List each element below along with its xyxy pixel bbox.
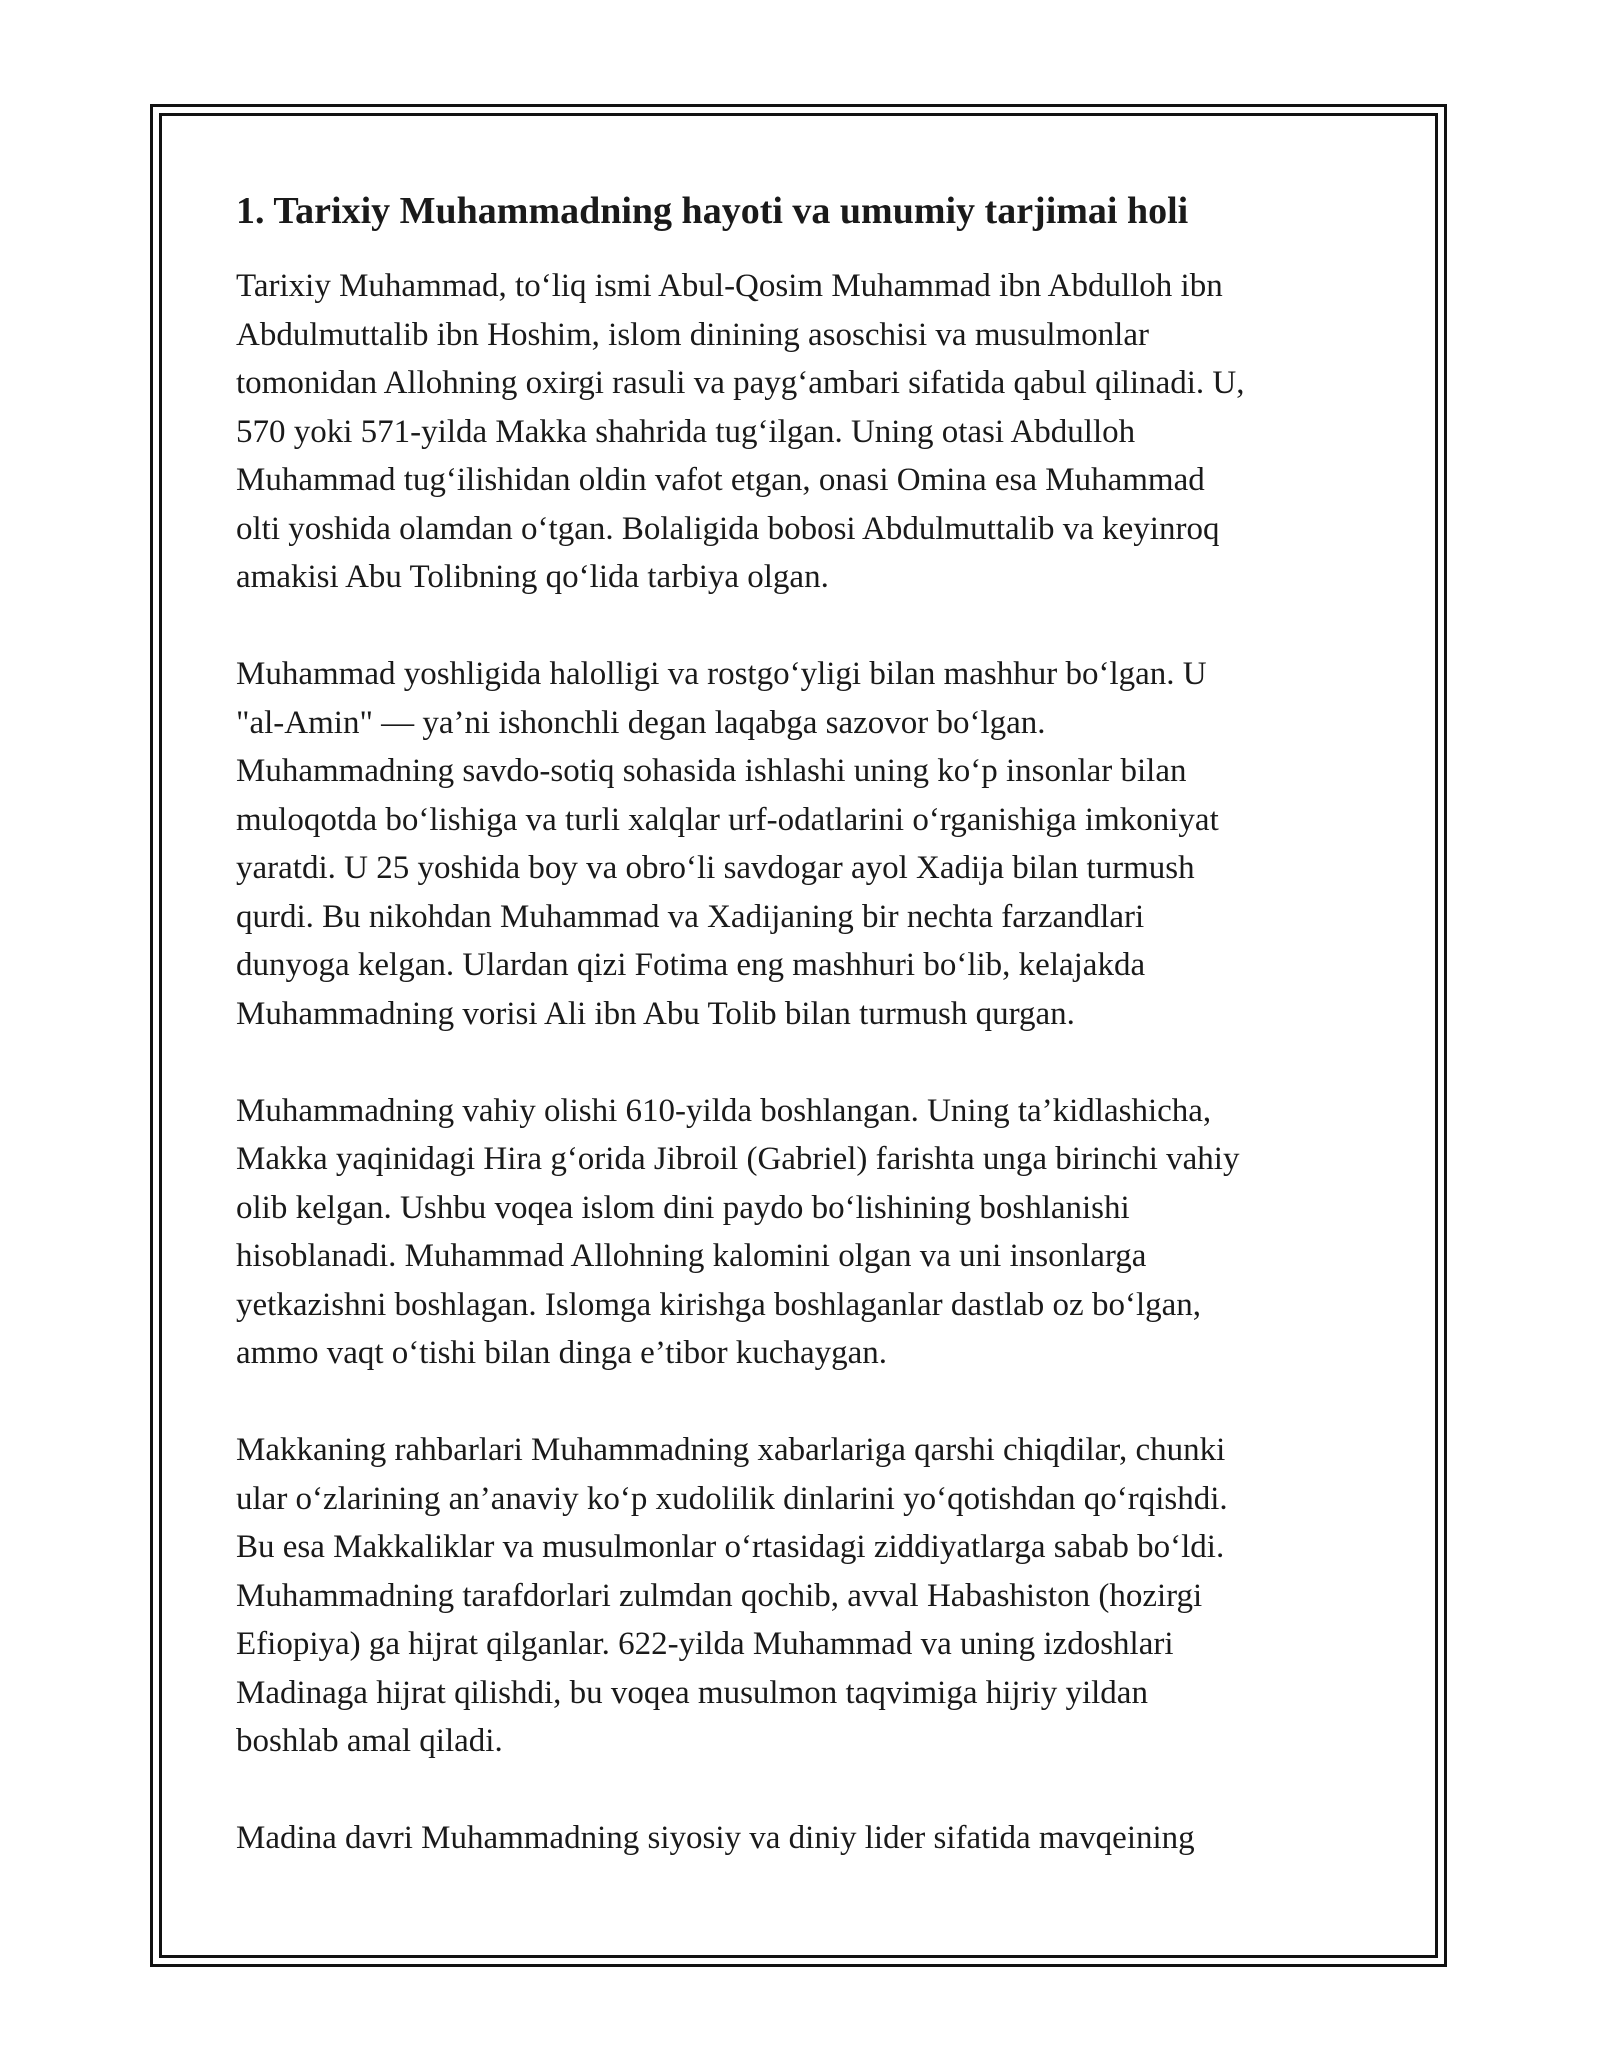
paragraph-line: olti yoshida olamdan o‘tgan. Bolaligida bobosi Abdulmuttalib va keyinroq <box>236 510 1220 547</box>
paragraph-line: Muhammadning vahiy olishi 610-yilda boshlangan. Uning ta’kidlashicha, <box>236 1092 1212 1129</box>
paragraph-line: "al-Amin" — ya’ni ishonchli degan laqabga sazovor bo‘lgan. <box>236 704 1046 741</box>
paragraph <box>236 1426 1366 1766</box>
paragraph <box>236 1814 1366 1863</box>
paragraph-line: Abdulmuttalib ibn Hoshim, islom dinining asoschisi va musulmonlar <box>236 316 1149 353</box>
paragraph-line: Muhammadning tarafdorlari zulmdan qochib, avval Habashiston (hozirgi <box>236 1577 1203 1614</box>
paragraph-line: Makkaning rahbarlari Muhammadning xabarlariga qarshi chiqdilar, chunki <box>236 1432 1226 1468</box>
paragraph-line: dunyoga kelgan. Ulardan qizi Fotima eng mashhuri bo‘lib, kelajakda <box>236 947 1146 983</box>
document-body <box>236 188 1366 1911</box>
paragraph-line: Bu esa Makkaliklar va musulmonlar o‘rtasidagi ziddiyatlarga sabab bo‘ldi. <box>236 1529 1225 1565</box>
paragraph-line: Muhammadning savdo-sotiq sohasida ishlashi uning ko‘p insonlar bilan <box>236 753 1187 789</box>
paragraph-line: Muhammad tug‘ilishidan oldin vafot etgan, onasi Omina esa Muhammad <box>236 462 1205 498</box>
paragraph-line: amakisi Abu Tolibning qo‘lida tarbiya olgan. <box>236 559 829 595</box>
paragraph-line: yaratdi. U 25 yoshida boy va obro‘li savdogar ayol Xadija bilan turmush <box>236 850 1195 886</box>
paragraph <box>236 1087 1366 1378</box>
paragraph-line: olib kelgan. Ushbu voqea islom dini paydo bo‘lishining boshlanishi <box>236 1189 1130 1226</box>
paragraph-line: tomonidan Allohning oxirgi rasuli va payg‘ambari sifatida qabul qilinadi. U, <box>236 365 1245 401</box>
paragraph-line: yetkazishni boshlagan. Islomga kirishga boshlaganlar dastlab oz bo‘lgan, <box>236 1286 1202 1323</box>
paragraph-line: muloqotda bo‘lishiga va turli xalqlar urf-odatlarini o‘rganishiga imkoniyat <box>236 801 1219 838</box>
paragraph <box>236 650 1366 1038</box>
paragraph-line: ammo vaqt o‘tishi bilan dinga e’tibor kuchaygan. <box>236 1335 887 1371</box>
paragraph-list <box>236 262 1366 1863</box>
paragraph-line: 570 yoki 571-yilda Makka shahrida tug‘ilgan. Uning otasi Abdulloh <box>236 413 1136 450</box>
paragraph-line: ular o‘zlarining an’anaviy ko‘p xudolilik dinlarini yo‘qotishdan qo‘rqishdi. <box>236 1480 1228 1517</box>
paragraph-line: Makka yaqinidagi Hira g‘orida Jibroil (Gabriel) farishta unga birinchi vahiy <box>236 1141 1240 1177</box>
paragraph-line: Tarixiy Muhammad, to‘liq ismi Abul-Qosim Muhammad ibn Abdulloh ibn <box>236 268 1223 304</box>
section-title: 1. Tarixiy Muhammadning hayoti va umumiy tarjimai holi <box>236 190 1189 232</box>
paragraph <box>236 262 1366 602</box>
paragraph-line: Madina davri Muhammadning siyosiy va diniy lider sifatida mavqeining <box>236 1820 1195 1856</box>
paragraph-line: Efiopiya) ga hijrat qilganlar. 622-yilda Muhammad va uning izdoshlari <box>236 1626 1174 1662</box>
paragraph-line: Muhammad yoshligida halolligi va rostgo‘yligi bilan mashhur bo‘lgan. U <box>236 656 1207 692</box>
paragraph-line: hisoblanadi. Muhammad Allohning kalomini olgan va uni insonlarga <box>236 1238 1147 1274</box>
paragraph-line: qurdi. Bu nikohdan Muhammad va Xadijaning bir nechta farzandlari <box>236 898 1145 935</box>
paragraph-line: boshlab amal qiladi. <box>236 1723 503 1759</box>
paragraph-line: Muhammadning vorisi Ali ibn Abu Tolib bilan turmush qurgan. <box>236 995 1075 1032</box>
paragraph-line: Madinaga hijrat qilishdi, bu voqea musulmon taqvimiga hijriy yildan <box>236 1674 1148 1711</box>
